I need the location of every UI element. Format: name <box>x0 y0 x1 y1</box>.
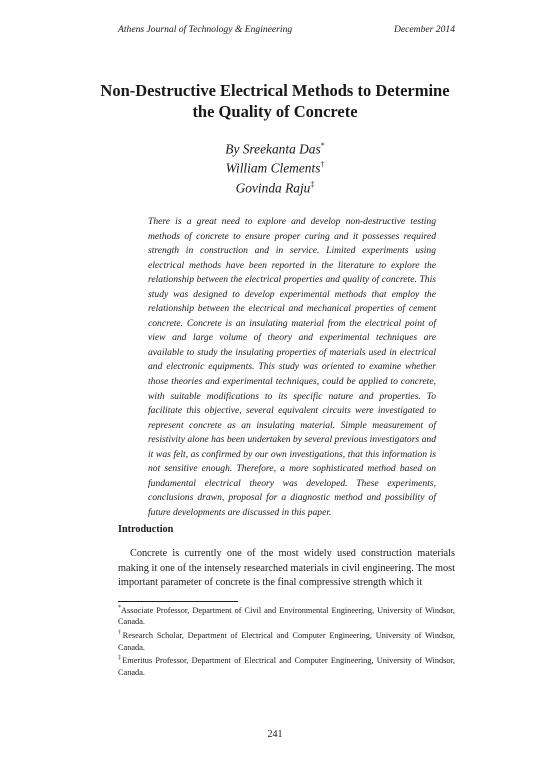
author-mark: ‡ <box>310 179 315 189</box>
footnote-text: Research Scholar, Department of Electrical and Computer Engineering, University of Windsor, Canada. <box>118 630 455 652</box>
footnote-text: Associate Professor, Department of Civil and Environmental Engineering, University of Windsor, Canada. <box>118 605 455 627</box>
footnote-3 <box>118 653 455 678</box>
footnotes <box>118 603 455 679</box>
abstract: There is a great need to explore and develop non-destructive testing methods of concrete to ensure proper curing and it possesses required strength in construction and in service. Limited experiments using electrical methods have been reported in the literature to explore the relationship between the electrical properties and quality of concrete. This study was designed to develop experimental methods that employ the relationship between the electrical and mechanical properties of cement concrete. Concrete is an insulating material from the electrical point of view and large volume of theory and experimental techniques are available to study the insulating properties of materials used in electrical and electronic equipments. This study was oriented to examine whether those theories and experimental techniques, could be applied to concrete, with suitable modifications to its specific nature and properties. To facilitate this objective, several equivalent circuits were investigated to represent concrete as an insulating material. Simple measurement of resistivity alone has been undertaken by several previous investigators and it was felt, as confirmed by our own investigations, that this information is not sensitive enough. Therefore, a more sophisticated method based on fundamental electrical theory was developed. These experiments, conclusions drawn, proposal for a diagnostic method and possibility of future developments are discussed in this paper. <box>148 216 436 518</box>
section-heading: Introduction <box>118 524 174 535</box>
footnote-1 <box>118 603 455 628</box>
footnote-text: Emeritus Professor, Department of Electrical and Computer Engineering, University of Windsor, Canada. <box>118 656 455 677</box>
journal-name: Athens Journal of Technology & Engineering <box>118 24 293 35</box>
footnote-mark: ‡ <box>118 655 123 662</box>
footnote-mark: * <box>118 605 121 611</box>
footnote-mark: † <box>118 630 123 637</box>
paper-title <box>90 80 460 122</box>
title-line-2: the Quality of Concrete <box>192 102 358 121</box>
author-name: Govinda Raju <box>235 180 311 196</box>
author-1 <box>150 138 400 157</box>
footnote-2 <box>118 628 455 653</box>
author-name: William Clements <box>225 160 321 176</box>
author-mark: † <box>320 160 325 170</box>
title-line-1: Non-Destructive Electrical Methods to Determine <box>100 81 450 100</box>
author-mark: * <box>320 141 325 150</box>
author-name: By Sreekanta Das <box>225 141 321 157</box>
page-number: 241 <box>267 729 283 740</box>
author-3 <box>150 177 400 196</box>
body-paragraph: Concrete is currently one of the most widely used construction materials making it one of the intensely researched materials in civil engineering. The most important parameter of concrete is the final compressive strength which it <box>118 548 455 589</box>
author-2 <box>150 157 400 176</box>
author-list <box>150 138 400 196</box>
issue-date: December 2014 <box>393 24 455 35</box>
footnote-rule <box>118 601 238 602</box>
